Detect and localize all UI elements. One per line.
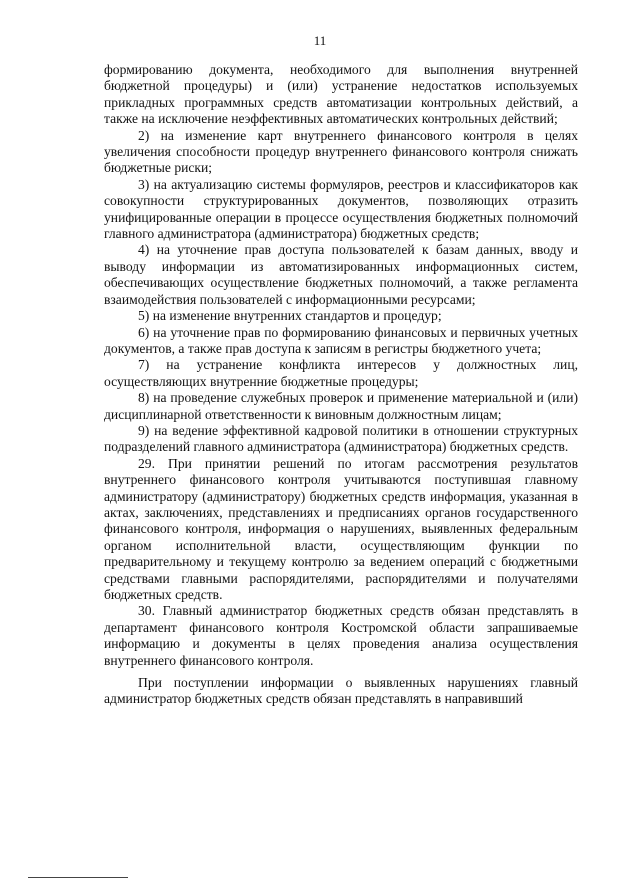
page-number: 11 bbox=[313, 33, 327, 48]
paragraph-item-3: 3) на актуализацию системы формуляров, реестров и классификаторов как совокупности структурированных документов, позволяющих отразить унифицированные операции в процессе осуществления бюджетных полномочий главного администратора (администратора) бюджетных средств; bbox=[104, 176, 578, 242]
paragraph-clause-29: 29. При принятии решений по итогам рассмотрения результатов внутреннего финансового контроля учитываются поступившая главному администратору (администратору) бюджетных средств информация, указанная в актах, заключениях, представлениях и предписаниях органов государственного финансового контроля, информация о нарушениях, выявленных федеральным органом исполнительной власти, осуществляющим функции по предварительному и текущему контролю за ведением операций с бюджетными средствами главными распорядителями, распорядителями и получателями бюджетных средств. bbox=[104, 455, 578, 602]
document-body bbox=[104, 62, 578, 708]
paragraph-item-5: 5) на изменение внутренних стандартов и процедур; bbox=[138, 308, 442, 324]
paragraph-item-4: 4) на уточнение прав доступа пользователей к базам данных, вводу и выводу информации из автоматизированных информационных систем, обеспечивающих осуществление бюджетных полномочий, а также регламента взаимодействия пользователей с информационными ресурсами; bbox=[104, 242, 578, 307]
paragraph-clause-30: 30. Главный администратор бюджетных средств обязан представлять в департамент финансового контроля Костромской области запрашиваемые информацию и документы в целях проведения анализа осуществления внутреннего финансового контроля. bbox=[104, 603, 578, 668]
paragraph-item-2: 2) на изменение карт внутреннего финансового контроля в целях увеличения способности процедур внутреннего финансового контроля снижать бюджетные риски; bbox=[104, 127, 578, 176]
paragraph-item-7: 7) на устранение конфликта интересов у должностных лиц, осуществляющих внутренние бюджетные процедуры; bbox=[104, 357, 578, 389]
paragraph-item-9: 9) на ведение эффективной кадровой политики в отношении структурных подразделений главного администратора (администратора) бюджетных средств. bbox=[104, 422, 578, 455]
paragraph-violations-info: При поступлении информации о выявленных нарушениях главный администратор бюджетных средств обязан представлять в направивший bbox=[104, 675, 578, 707]
paragraph-item-6: 6) на уточнение прав по формированию финансовых и первичных учетных документов, а также прав доступа к записям в регистры бюджетного учета; bbox=[104, 324, 578, 356]
paragraph-continuation: формированию документа, необходимого для выполнения внутренней бюджетной процедуры) и (или) устранение недостатков используемых прикладных программных средств автоматизации контрольных действий, а также на исключение неэффективных автоматических контрольных действий; bbox=[104, 62, 578, 127]
paragraph-item-8: 8) на проведение служебных проверок и применение материальной и (или) дисциплинарной ответственности к виновным должностным лицам; bbox=[104, 390, 578, 422]
footer-rule bbox=[28, 877, 128, 878]
